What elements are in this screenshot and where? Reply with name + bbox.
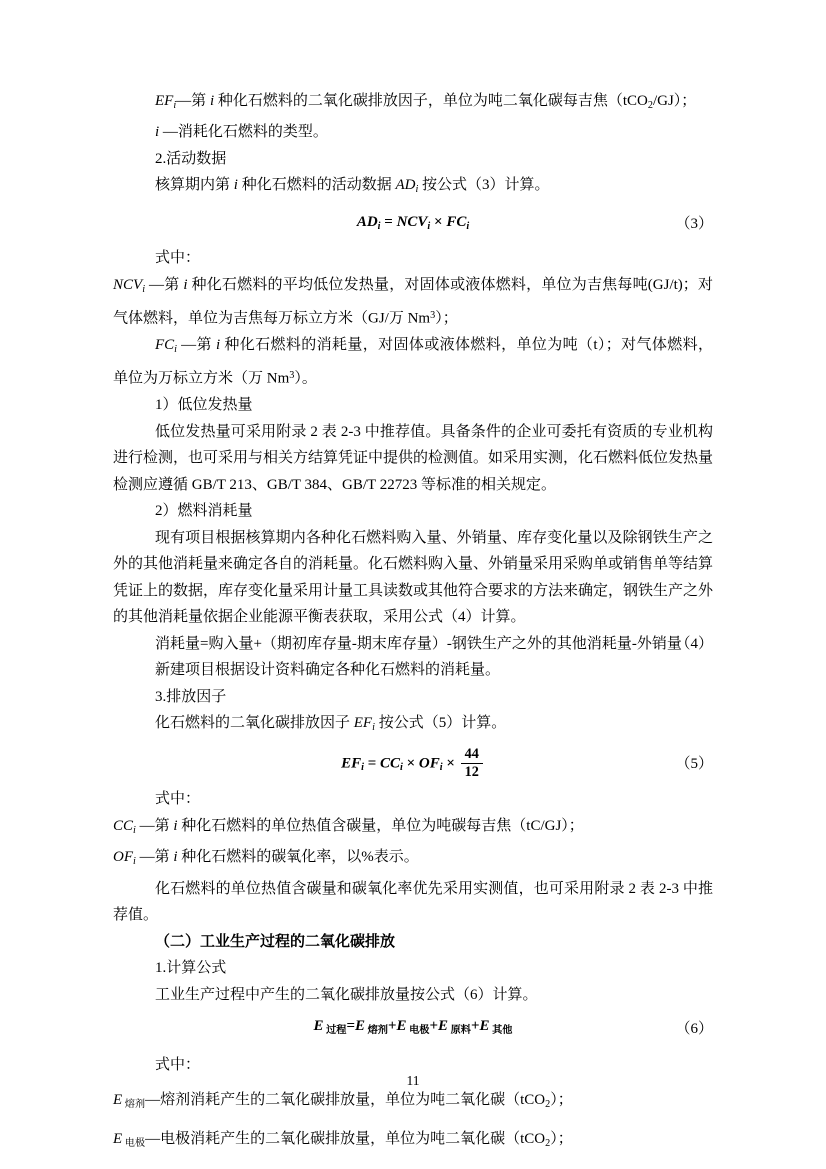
text-run: = [363, 755, 380, 772]
paragraph: 化石燃料的单位热值含碳量和碳氧化率优先采用实测值，也可采用附录 2 表 2-3 中推荐值。 [113, 880, 713, 924]
text-run: 原料 [448, 1024, 471, 1036]
formula [113, 209, 713, 240]
text-run: i [173, 99, 177, 111]
text-run: E [113, 1091, 123, 1108]
text-run: CC [380, 755, 401, 772]
paragraph: 式中： [155, 791, 201, 808]
text-run: EF [341, 755, 362, 772]
paragraph: 现有项目根据核算期内各种化石燃料购入量、外销量、库存变化量以及除钢铁生产之外的其他消耗量来确定各自的消耗量。化石燃料购入量、外销量采用采购单或销售单等结算凭证上的数据，库存变化量采用计量工具读数或其他符合要求的方法来确定，钢铁生产之外的其他消耗量依据企业能源平衡表获取，采用公式（4）计算。 [113, 529, 714, 626]
text-run: 种化石燃料的碳氧化率，以%表示。 [177, 849, 419, 866]
text-run: 3 [430, 309, 436, 321]
paragraph: 2）燃料消耗量 [155, 503, 253, 520]
text-run: E [396, 1018, 407, 1035]
text-run: i [439, 761, 443, 773]
paragraph [113, 119, 713, 146]
text-run: i [155, 124, 160, 141]
text-run: + [387, 1018, 397, 1035]
text-run: i [133, 824, 136, 836]
text-run: E [438, 1018, 449, 1035]
text-run: CC [113, 817, 134, 834]
text-run: FC [446, 213, 467, 230]
text-run: 3 [289, 370, 295, 382]
document-body [113, 88, 713, 1158]
text-run: —第 [177, 336, 217, 353]
text-run: × [442, 755, 459, 772]
text-run: 2 [647, 99, 653, 111]
paragraph [113, 710, 713, 741]
paragraph [113, 813, 713, 844]
paragraph: 1）低位发热量 [155, 397, 253, 414]
text-run: —消耗化石燃料的类型。 [159, 124, 328, 141]
paragraph [113, 844, 713, 875]
text-run: 化石燃料的二氧化碳排放因子 [155, 715, 354, 732]
paragraph: 低位发热量可采用附录 2 表 2-3 中推荐值。具备条件的企业可委托有资质的专业机构进行检测，也可采用与相关方结算凭证中提供的检测值。如采用实测，化石燃料低位发热量检测应遵循 GB/T 213、GB/T 384、GB/T 22723 等标准的相关规定。 [113, 423, 714, 493]
page-number: 11 [406, 1073, 420, 1088]
text-run: —电极消耗产生的二氧化碳排放量，单位为吨二氧化碳（tCO [145, 1131, 546, 1148]
text-run: i [142, 283, 146, 295]
text-run: 其他 [489, 1024, 513, 1036]
text-run: ）； [435, 310, 458, 327]
formula [113, 1013, 713, 1044]
text-run: i [133, 856, 136, 868]
text-run: 按公式（5）计算。 [374, 715, 507, 732]
paragraph: 消耗量=购入量+（期初库存量-期末库存量）-钢铁生产之外的其他消耗量-外销量 （4） [113, 631, 713, 658]
paragraph: 1.计算公式 [155, 960, 227, 977]
paragraph: 式中： [155, 1057, 201, 1074]
text-run: i [173, 849, 178, 866]
text-run: i [216, 336, 221, 353]
paragraph [113, 172, 713, 203]
text-run: 按公式（3）计算。 [418, 177, 550, 194]
text-run: OF [113, 849, 133, 866]
text-run: i [183, 276, 188, 293]
equation-number: （3） [675, 216, 713, 233]
paragraph: 式中： [155, 250, 201, 267]
text-run: 熔剂 [365, 1024, 388, 1036]
text-run: EF [353, 715, 373, 732]
text-run: 种化石燃料的二氧化碳排放因子，单位为吨二氧化碳每吉焦（tCO [214, 93, 648, 109]
text-run: NCV [113, 276, 143, 293]
text-run: E [313, 1018, 324, 1035]
text-run: 电极 [122, 1138, 146, 1150]
text-run: /GJ）； [652, 93, 697, 109]
text-run: 过程 [323, 1024, 347, 1036]
text-run: NCV [396, 213, 428, 230]
text-run: —熔剂消耗产生的二氧化碳排放量，单位为吨二氧化碳（tCO [145, 1091, 546, 1108]
paragraph [113, 332, 713, 392]
fraction: $\frac{44}{12}$ [461, 747, 483, 781]
text-run: i [377, 220, 381, 232]
text-run: i [361, 761, 364, 773]
formula [113, 747, 713, 782]
text-run: FC [155, 336, 175, 353]
text-run: = [346, 1018, 356, 1035]
text-run: i [466, 220, 470, 232]
text-run: AD [395, 177, 416, 194]
paragraph: 3.排放因子 [155, 688, 227, 705]
text-run: i [209, 93, 215, 109]
paragraph: （二）工业生产过程的二氧化碳排放 [155, 933, 396, 950]
text-run: i [174, 343, 178, 355]
text-run: —第 [135, 817, 174, 834]
text-run: 种化石燃料的活动数据 [237, 177, 396, 194]
text-run: E [113, 1131, 123, 1148]
text-run: i [415, 184, 419, 196]
text-run: i [427, 220, 431, 232]
text-run: E [479, 1018, 490, 1035]
text-run: 种化石燃料的单位热值含碳量，单位为吨碳每吉焦（tC/GJ）； [177, 817, 584, 834]
text-run: OF [418, 755, 440, 772]
paragraph [113, 1126, 713, 1157]
text-run: AD [356, 213, 378, 230]
text-run: ）。 [294, 370, 317, 387]
paragraph: 2.活动数据 [155, 150, 227, 167]
text-run: i [173, 817, 178, 834]
equation-number: （6） [675, 1020, 713, 1037]
text-run: i [233, 177, 238, 194]
text-run: ）； [550, 1131, 573, 1148]
text-run: 电极 [406, 1024, 430, 1036]
equation-number: （4） [675, 635, 713, 652]
text-run: i [372, 722, 375, 734]
paragraph [113, 1087, 713, 1118]
text-run: —第 [176, 93, 210, 109]
text-run: = [380, 213, 397, 230]
text-run: ）； [550, 1091, 573, 1108]
text-run: 熔剂 [122, 1098, 146, 1110]
text-run: × [430, 213, 447, 230]
text-run: 2 [545, 1138, 551, 1150]
paragraph [113, 88, 713, 119]
paragraph: 工业生产过程中产生的二氧化碳排放量按公式（6）计算。 [155, 986, 538, 1003]
paragraph: 新建项目根据设计资料确定各种化石燃料的消耗量。 [155, 662, 501, 679]
text-run: + [470, 1018, 480, 1035]
text-run: —第 [135, 849, 174, 866]
text-run: i [400, 761, 403, 773]
paragraph [113, 272, 713, 332]
text-run: 种化石燃料的消耗量，对固体或液体燃料，单位为吨（t）；对气体燃料，单位为万标立方米（万 Nm [113, 336, 713, 387]
text-run: 种化石燃料的平均低位发热量，对固体或液体燃料，单位为吉焦每吨(GJ/t)；对气体燃料，单位为吉焦每万标立方米（GJ/万 Nm [113, 276, 713, 327]
text-run: 2 [545, 1098, 551, 1110]
text-run: EF [155, 93, 174, 109]
text-run: × [402, 755, 419, 772]
equation-number: （5） [675, 755, 713, 772]
text-run: E [355, 1018, 366, 1035]
text-run: + [429, 1018, 439, 1035]
text-run: 核算期内第 [155, 177, 234, 194]
text-run: —第 [145, 276, 184, 293]
